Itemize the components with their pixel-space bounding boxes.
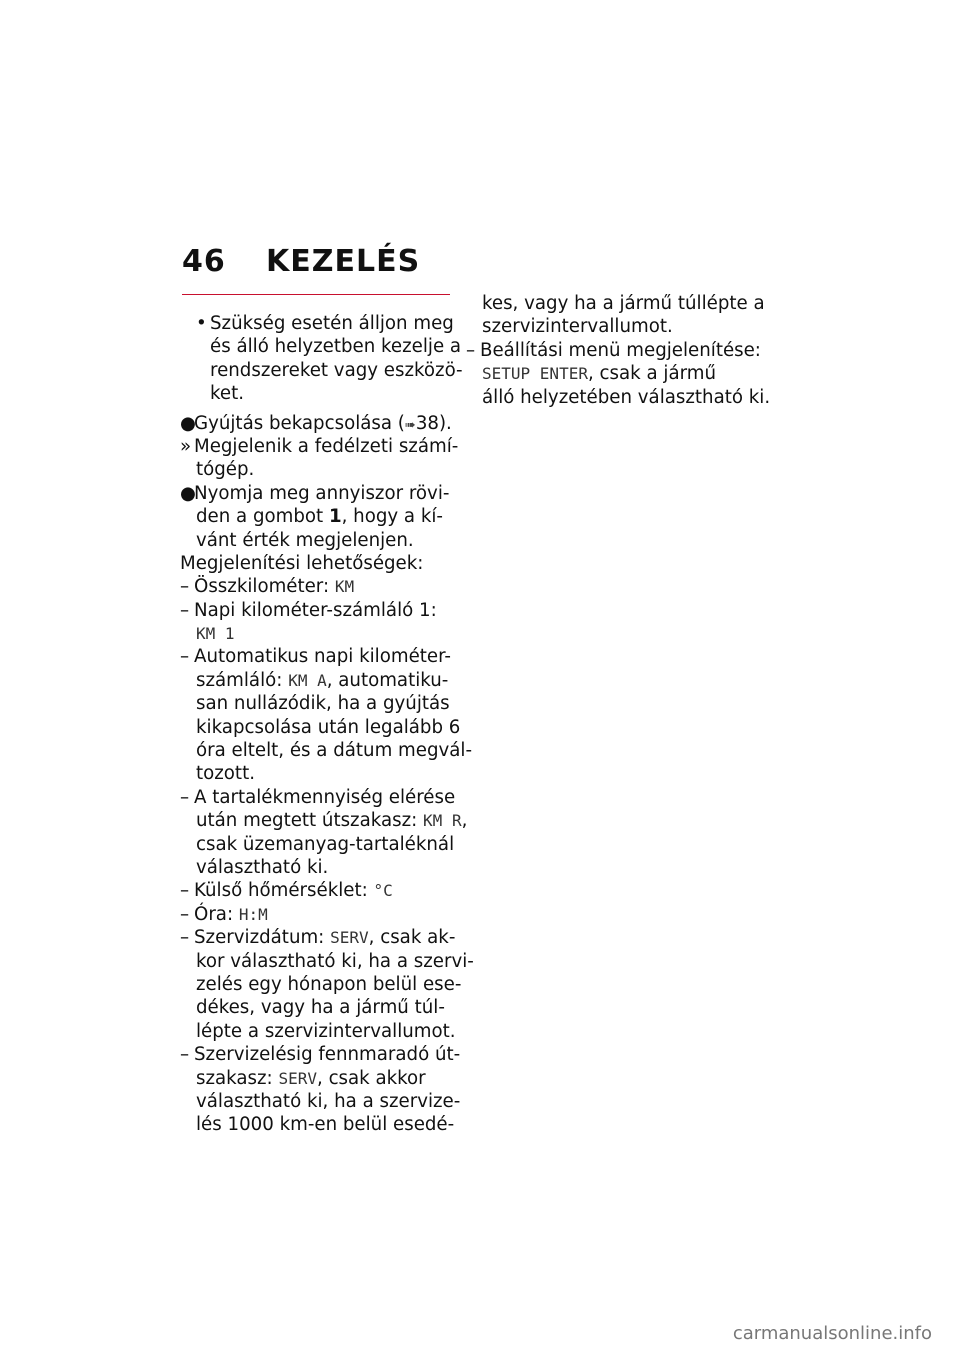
watermark: carmanualsonline.info (732, 1323, 932, 1344)
option-trip-1: – Napi kilométer-számláló 1: KM 1 (180, 599, 437, 644)
right-column: kes, vagy ha a jármű túllépte a szervizintervallumot. – Beállítási menü megjelenítése: SETUP ENTER, csak a jármű álló helyzetében választható ki. (466, 293, 771, 408)
step-ignition: ●Gyújtás bekapcsolása (➠38). (180, 412, 450, 435)
step-press-button: ●Nyomja meg annyiszor rövi- den a gombot 1, hogy a kí- vánt érték megjelenjen. (180, 482, 450, 551)
page-reference-arrow-icon: ➠ (404, 417, 416, 433)
option-service-date: – Szervizdátum: SERV, csak ak- kor választható ki, ha a szervi- zelés egy hónapon belül ese- dékes, vagy ha a jármű túl- lépte a szervizintervallumot. (180, 927, 474, 1042)
option-service-distance: – Szervizelésig fennmaradó út- szakasz: SERV, csak akkor választható ki, ha a szervize- lés 1000 km-en belül esedé- (180, 1044, 461, 1136)
result-computer: » Megjelenik a fedélzeti számí- tógép. (180, 435, 459, 481)
options-heading: Megjelenítési lehetőségek: (180, 552, 424, 574)
header-rule (182, 294, 450, 295)
option-clock: – Óra: H:M (180, 903, 268, 925)
bullet-icon: ● (180, 482, 196, 504)
option-setup-menu: – Beállítási menü megjelenítése: SETUP ENTER, csak a jármű álló helyzetében választható ki. (466, 339, 771, 408)
option-reserve-distance: – A tartalékmennyiség elérése után megtett útszakasz: KM R, csak üzemanyag-tartaléknál választható ki. (180, 786, 468, 878)
page-header (182, 244, 420, 284)
bullet-icon: ● (180, 412, 196, 434)
bullet-icon: • (196, 313, 207, 334)
section-title: KEZELÉS (266, 244, 421, 279)
note-paragraph: • Szükség esetén álljon meg és álló helyzetben kezelje a rendszereket vagy eszközö- ket. (196, 313, 463, 405)
option-total-km: – Összkilométer: KM (180, 576, 355, 598)
result-chevron-icon: » (180, 435, 192, 457)
page-number: 46 (182, 244, 226, 279)
continued-text: kes, vagy ha a jármű túllépte a (482, 293, 765, 314)
option-auto-trip: – Automatikus napi kilométer- számláló: KM A, automatiku- san nullázódik, ha a gyújtás kikapcsolása után legalább 6 óra eltelt, és a dátum megvál- tozott. (180, 646, 473, 785)
left-column (180, 312, 474, 1137)
option-outside-temp: – Külső hőmérséklet: °C (180, 880, 393, 902)
